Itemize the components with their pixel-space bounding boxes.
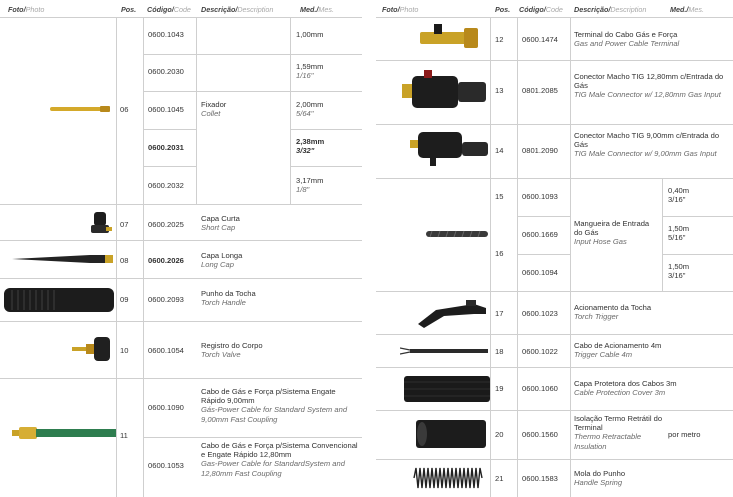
gas-power-cable-image xyxy=(12,424,116,442)
torch-handle-image xyxy=(4,286,116,314)
desc-torch-handle: Punho da Tocha Torch Handle xyxy=(201,289,256,308)
code-0600-1053: 0600.1053 xyxy=(148,461,184,470)
code-0600-1669: 0600.1669 xyxy=(522,230,558,239)
code-0600-2026: 0600.2026 xyxy=(148,256,184,265)
pos-20: 20 xyxy=(495,430,504,439)
pos-13: 13 xyxy=(495,86,504,95)
med-1-50-b: 1,50m 3/16" xyxy=(668,262,690,281)
code-0600-1474: 0600.1474 xyxy=(522,35,558,44)
pos-21: 21 xyxy=(495,474,504,483)
code-0600-1093: 0600.1093 xyxy=(522,192,558,201)
header-med: Med./Mes. xyxy=(670,5,704,14)
pos-16: 16 xyxy=(495,249,504,258)
header-codigo: Código/Code xyxy=(147,5,191,14)
pos-09: 09 xyxy=(120,295,129,304)
desc-cable-cover: Capa Protetora dos Cabos 3m Cable Protection Cover 3m xyxy=(574,379,677,398)
table-header xyxy=(376,0,733,17)
code-0600-1045: 0600.1045 xyxy=(148,105,184,114)
parts-table-left xyxy=(0,0,362,497)
desc-cable-terminal: Terminal do Cabo Gás e Força Gas and Power Cable Terminal xyxy=(574,30,680,49)
desc-torch-valve: Registro do Corpo Torch Valve xyxy=(201,341,263,360)
desc-heat-shrink: Isolação Termo Retrátil do Terminal Thermo Retractable Insulation xyxy=(574,414,663,451)
desc-collet: Fixador Collet xyxy=(201,100,227,119)
header-med: Med./Mes. xyxy=(300,5,334,14)
code-0600-1054: 0600.1054 xyxy=(148,346,184,355)
code-0600-2025: 0600.2025 xyxy=(148,220,184,229)
header-pos: Pos. xyxy=(121,5,137,14)
tig-connector-12mm-image xyxy=(402,70,490,114)
trigger-cable-image xyxy=(400,345,488,357)
med-1-59: 1,59mm 1/16" xyxy=(296,62,324,81)
pos-17: 17 xyxy=(495,309,504,318)
code-0600-2030: 0600.2030 xyxy=(148,67,184,76)
code-0600-1583: 0600.1583 xyxy=(522,474,558,483)
header-codigo: Código/Code xyxy=(519,5,563,14)
desc-trigger-cable: Cabo de Acionamento 4m Trigger Cable 4m xyxy=(574,341,662,360)
code-0600-2031: 0600.2031 xyxy=(148,143,184,152)
torch-trigger-image xyxy=(416,296,488,330)
med-2-00: 2,00mm 5/64" xyxy=(296,100,324,119)
med-3-17: 3,17mm 1/8" xyxy=(296,176,324,195)
header-descricao: Descrição/Description xyxy=(201,5,274,14)
code-0600-2032: 0600.2032 xyxy=(148,181,184,190)
pos-06: 06 xyxy=(120,105,129,114)
med-2-38: 2,38mm 3/32" xyxy=(296,137,325,156)
torch-valve-image xyxy=(72,334,114,364)
med-1-00: 1,00mm xyxy=(296,30,324,39)
pos-07: 07 xyxy=(120,220,129,229)
cable-terminal-image xyxy=(420,24,484,52)
code-0600-1060: 0600.1060 xyxy=(522,384,558,393)
code-0600-1560: 0600.1560 xyxy=(522,430,558,439)
heat-shrink-image xyxy=(416,418,488,450)
code-0600-2093: 0600.2093 xyxy=(148,295,184,304)
pos-19: 19 xyxy=(495,384,504,393)
header-foto: Foto/Photo xyxy=(382,5,419,14)
pos-14: 14 xyxy=(495,146,504,155)
code-0600-1043: 0600.1043 xyxy=(148,30,184,39)
pos-18: 18 xyxy=(495,347,504,356)
pos-12: 12 xyxy=(495,35,504,44)
table-header xyxy=(0,0,362,17)
short-cap-image xyxy=(88,210,112,236)
med-per-meter: por metro xyxy=(668,430,701,439)
header-descricao: Descrição/Description xyxy=(574,5,647,14)
tig-connector-9mm-image xyxy=(410,130,492,168)
desc-tig-connector-12mm: Conector Macho TIG 12,80mm c/Entrada do Gás TIG Male Connector w/ 12,80mm Gas Input xyxy=(574,72,724,100)
desc-input-hose: Mangueira de Entrada do Gás Input Hose Gas xyxy=(574,219,650,247)
code-0600-1022: 0600.1022 xyxy=(522,347,558,356)
collet-image xyxy=(50,104,110,114)
pos-15: 15 xyxy=(495,192,504,201)
pos-10: 10 xyxy=(120,346,129,355)
header-pos: Pos. xyxy=(495,5,511,14)
code-0600-1094: 0600.1094 xyxy=(522,268,558,277)
desc-long-cap: Capa Longa Long Cap xyxy=(201,251,243,270)
handle-spring-image xyxy=(412,466,484,490)
gas-hose-image xyxy=(426,230,488,238)
pos-11: 11 xyxy=(120,431,128,440)
desc-short-cap: Capa Curta Short Cap xyxy=(201,214,240,233)
pos-08: 08 xyxy=(120,256,129,265)
desc-torch-trigger: Acionamento da Tocha Torch Trigger xyxy=(574,303,652,322)
code-0801-2085: 0801.2085 xyxy=(522,86,558,95)
desc-tig-connector-9mm: Conector Macho TIG 9,00mm c/Entrada do Gás TIG Male Connector w/ 9,00mm Gas Input xyxy=(574,131,720,159)
desc-gas-power-cable-9mm: Cabo de Gás e Força p/Sistema Engate Rápido 9,00mm Gás-Power Cable for Standard System and 9,00mm Fast Coupling xyxy=(201,387,348,424)
parts-table-right xyxy=(376,0,733,497)
cable-cover-image xyxy=(404,376,490,402)
header-foto: Foto/Photo xyxy=(8,5,45,14)
desc-gas-power-cable-12mm: Cabo de Gás e Força p/Sistema Convencional e Engate Rápido 12,80mm Gas-Power Cable for StandardSystem and 12,80mm Fast Coupling xyxy=(201,441,358,478)
code-0600-1023: 0600.1023 xyxy=(522,309,558,318)
code-0600-1090: 0600.1090 xyxy=(148,403,184,412)
med-1-50-a: 1,50m 5/16" xyxy=(668,224,690,243)
code-0801-2090: 0801.2090 xyxy=(522,146,558,155)
desc-handle-spring: Mola do Punho Handle Spring xyxy=(574,469,626,488)
med-0-40: 0,40m 3/16" xyxy=(668,186,690,205)
long-cap-image xyxy=(10,252,114,266)
